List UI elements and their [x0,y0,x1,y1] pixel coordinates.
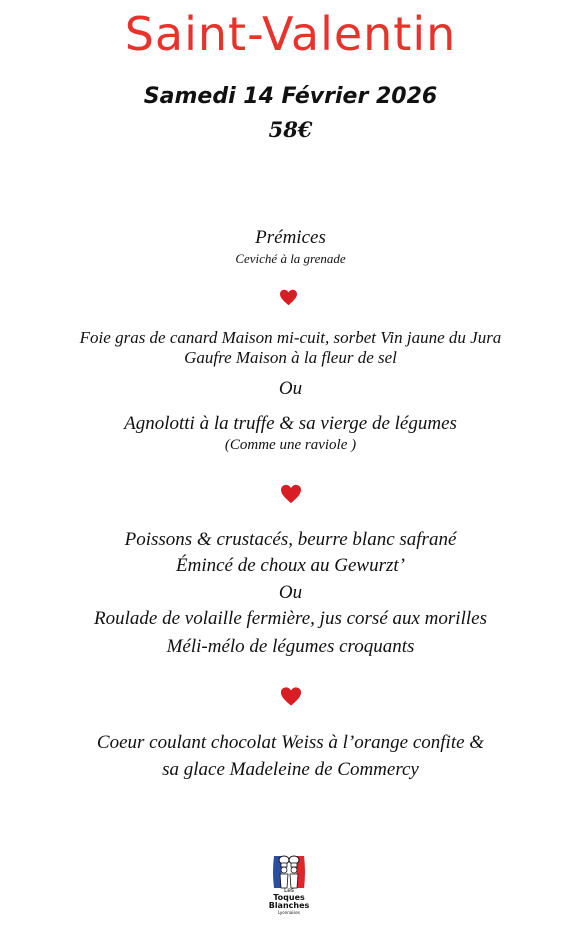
logo-text-line-4: Lyonnaises [278,910,300,915]
logo-text-line-1: Les [283,887,295,894]
logo-text-line-2: Toques [273,893,305,902]
dessert-garnish: sa glace Madeleine de Commercy [162,759,419,780]
main-1: Poissons & crustacés, beurre blanc safrané [124,529,457,550]
entree-1: Foie gras de canard Maison mi-cuit, sorbet Vin jaune du Jura [79,328,502,347]
dessert: Coeur coulant chocolat Weiss à l’orange confite & [96,732,485,753]
toques-blanches-logo [266,852,312,914]
menu-price: 58€ [268,117,313,142]
or-separator-2: Ou [278,582,303,603]
premices-item: Ceviché à la grenade [235,251,346,266]
logo-text-line-3: Blanches [268,901,310,910]
heart-icon [280,484,302,504]
entree-2-note: (Comme une raviole ) [224,437,357,453]
main-1-garnish: Émincé de choux au Gewurzt’ [176,555,405,576]
main-2: Roulade de volaille fermière, jus corsé aux morilles [94,608,487,629]
or-separator-1: Ou [278,378,303,399]
menu-title: Saint-Valentin [124,7,457,61]
main-2-garnish: Méli-mélo de légumes croquants [166,636,415,657]
heart-icon [280,686,302,707]
premices-title: Prémices [255,227,326,248]
event-date: Samedi 14 Février 2026 [143,84,438,109]
heart-icon [279,289,298,306]
entree-1-garnish: Gaufre Maison à la fleur de sel [184,348,397,367]
entree-2: Agnolotti à la truffe & sa vierge de légumes [124,413,457,434]
